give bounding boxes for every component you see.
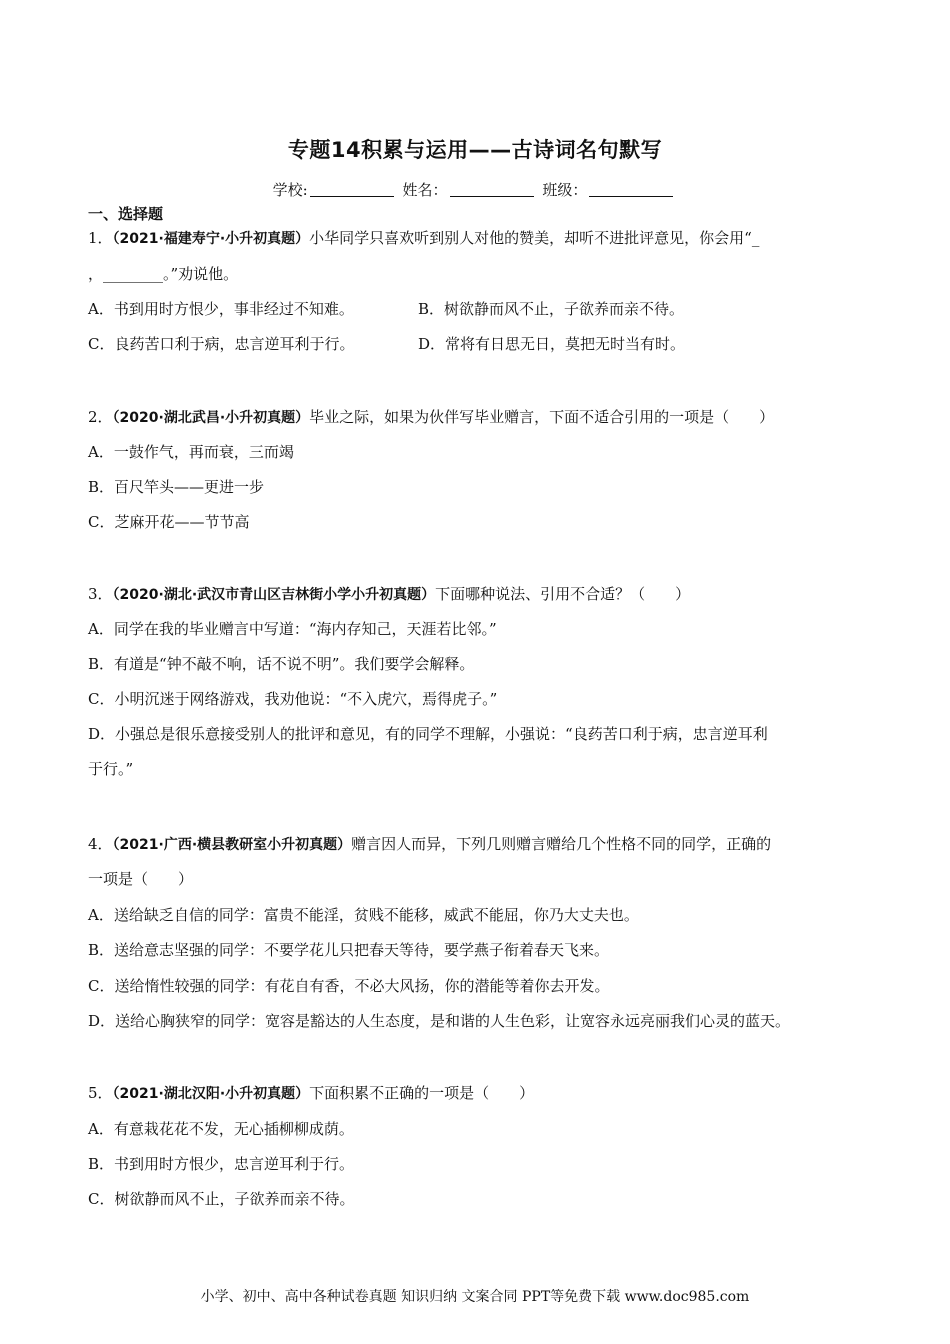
question-text: 毕业之际，如果为伙伴写毕业赠言，下面不适合引用的一项是（ ） <box>309 408 775 426</box>
question-source: （2020·湖北武昌·小升初真题） <box>112 410 310 426</box>
question-2-option-b: B．百尺竿头——更进一步 <box>88 478 265 496</box>
question-number: 1． <box>88 229 113 247</box>
question-4-option-a: A．送给缺乏自信的同学：富贵不能淫，贫贱不能移，威武不能屈，你乃大丈夫也。 <box>88 906 639 924</box>
class-blank[interactable] <box>589 181 673 197</box>
section-heading: 一、选择题 <box>88 205 164 223</box>
question-3-option-c: C．小明沉迷于网络游戏，我劝他说：“不入虎穴，焉得虎子。” <box>88 690 498 708</box>
question-3-stem <box>88 584 690 605</box>
question-number: 5． <box>88 1084 113 1102</box>
question-text: 下面哪种说法、引用不合适？（ ） <box>435 585 691 603</box>
question-5-option-a: A．有意栽花花不发，无心插柳柳成荫。 <box>88 1120 354 1138</box>
question-5-stem <box>88 1083 534 1104</box>
question-4-option-d: D．送给心胸狭窄的同学：宽容是豁达的人生态度，是和谐的人生色彩，让宽容永远亮丽我们心灵的蓝天。 <box>88 1012 791 1030</box>
question-3-option-a: A．同学在我的毕业赠言中写道：“海内存知己，天涯若比邻。” <box>88 620 497 638</box>
question-number: 2． <box>88 408 113 426</box>
question-source: （2021·广西·横县教研室小升初真题） <box>112 837 352 853</box>
class-label: 班级： <box>542 181 588 199</box>
question-source: （2021·湖北汉阳·小升初真题） <box>112 1086 310 1102</box>
question-2-option-a: A．一鼓作气，再而衰，三而竭 <box>88 443 294 461</box>
school-label: 学校: <box>272 181 308 199</box>
question-3-option-d: D．小强总是很乐意接受别人的批评和意见，有的同学不理解，小强说：“良药苦口利于病，忠言逆耳利 <box>88 725 768 743</box>
name-label: 姓名： <box>402 181 448 199</box>
question-source: （2021·福建寿宁·小升初真题） <box>112 231 310 247</box>
question-text: 下面积累不正确的一项是（ ） <box>309 1084 535 1102</box>
question-2-stem <box>88 407 774 428</box>
question-1-option-c: C．良药苦口利于病，忠言逆耳利于行。 <box>88 335 355 353</box>
question-text: 小华同学只喜欢听到别人对他的赞美，却听不进批评意见，你会用“_ <box>309 229 760 247</box>
question-4-option-b: B．送给意志坚强的同学：不要学花儿只把春天等待，要学燕子衔着春天飞来。 <box>88 941 610 959</box>
question-source: （2020·湖北·武汉市青山区吉林街小学小升初真题） <box>112 587 436 603</box>
page-footer[interactable]: 小学、初中、高中各种试卷真题 知识归纳 文案合同 PPT等免费下载 www.doc985.com <box>200 1289 750 1305</box>
question-1-option-a: A．书到用时方恨少，事非经过不知难。 <box>88 300 354 318</box>
question-4-option-c: C．送给惰性较强的同学：有花自有香，不必大风扬，你的潜能等着你去开发。 <box>88 977 610 995</box>
question-5-option-b: B．书到用时方恨少，忠言逆耳利于行。 <box>88 1155 355 1173</box>
school-blank[interactable] <box>310 181 394 197</box>
question-text: 赠言因人而异，下列几则赠言赠给几个性格不同的同学，正确的 <box>351 835 772 853</box>
question-1-option-d: D．常将有日思无日，莫把无时当有时。 <box>418 335 686 353</box>
question-1-stem-cont: ，________。”劝说他。 <box>88 265 239 283</box>
question-2-option-c: C．芝麻开花——节节高 <box>88 513 250 531</box>
question-4-stem <box>88 834 771 855</box>
question-number: 4． <box>88 835 113 853</box>
name-blank[interactable] <box>450 181 534 197</box>
question-1-stem <box>88 228 759 249</box>
question-3-option-b: B．有道是“钟不敲不响，话不说不明”。我们要学会解释。 <box>88 655 475 673</box>
question-3-option-d-cont: 于行。” <box>88 760 134 778</box>
question-5-option-c: C．树欲静而风不止，子欲养而亲不待。 <box>88 1190 355 1208</box>
question-1-option-b: B．树欲静而风不止，子欲养而亲不待。 <box>418 300 685 318</box>
page-title: 专题14积累与运用——古诗词名句默写 <box>287 138 663 162</box>
question-number: 3． <box>88 585 113 603</box>
student-info <box>0 179 950 200</box>
question-4-stem-cont: 一项是（ ） <box>88 870 194 888</box>
